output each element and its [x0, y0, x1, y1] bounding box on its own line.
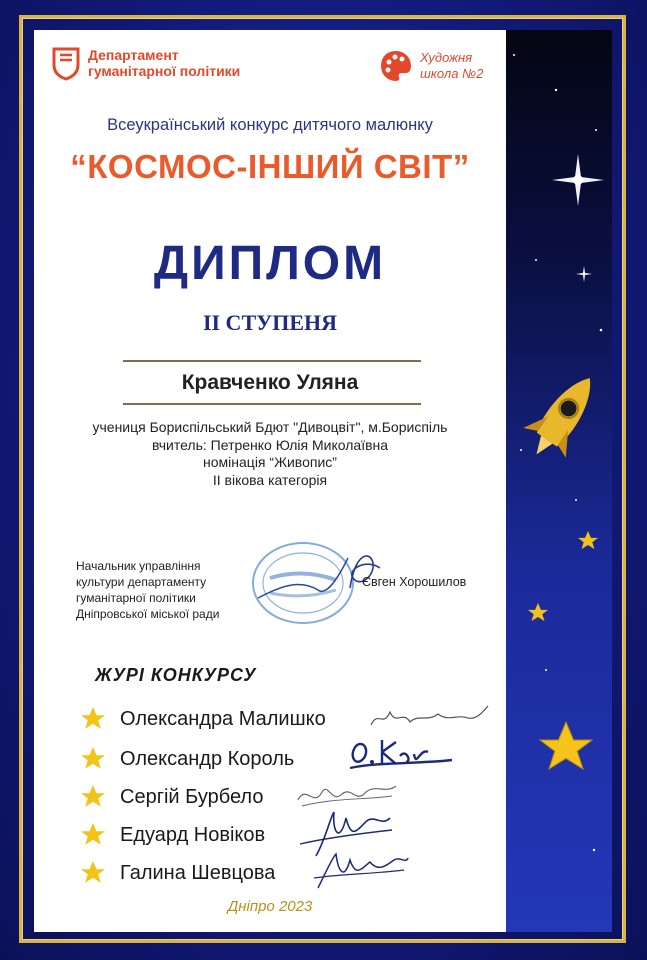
- position-line: Дніпровської міської ради: [76, 607, 220, 621]
- jury-member-name: Сергій Бурбело: [120, 785, 264, 808]
- contest-theme: “КОСМОС-ІНШИЙ СВІТ”: [70, 148, 470, 185]
- diploma-title: ДИПЛОМ: [153, 237, 387, 290]
- jury-member-name: Галина Шевцова: [120, 861, 276, 884]
- rocket-icon: [515, 363, 611, 469]
- jury-signature: [368, 700, 493, 732]
- info-nomination: номінація “Живопис”: [203, 454, 337, 470]
- dept-name-line1: Департамент: [88, 47, 179, 63]
- star-icon: [80, 706, 106, 732]
- official-stamp: [248, 538, 358, 628]
- info-school: учениця Бориспільський Бдют "Дивоцвіт", м.Бориспіль: [92, 419, 448, 435]
- position-line: Начальник управління: [76, 559, 201, 573]
- jury-member: [80, 706, 326, 732]
- signatory-position: [76, 558, 219, 622]
- jury-member-name: Олександр Король: [120, 747, 295, 770]
- jury-member: [80, 822, 265, 848]
- jury-member: [80, 860, 275, 886]
- divider-bottom: [123, 403, 421, 405]
- jury-title: ЖУРІ КОНКУРСУ: [95, 665, 257, 685]
- jury-member: [80, 746, 294, 772]
- recipient-name: Кравченко Уляна: [181, 371, 359, 394]
- jury-member: [80, 784, 263, 810]
- jury-member-name: Олександра Малишко: [120, 707, 326, 730]
- diploma-degree: II СТУПЕНЯ: [202, 310, 338, 335]
- palette-icon: [378, 48, 414, 84]
- space-decoration: [506, 30, 612, 932]
- info-category: II вікова категорія: [212, 471, 328, 488]
- school-logo: [378, 48, 483, 84]
- city-year: Дніпро 2023: [227, 898, 313, 915]
- school-name-line1: Художня: [420, 50, 473, 65]
- star-icon: [80, 746, 106, 772]
- jury-signature: [348, 734, 458, 774]
- signatory-name: Євген Хорошилов: [362, 575, 467, 589]
- star-icon: [578, 531, 598, 549]
- position-line: культури департаменту: [76, 575, 207, 589]
- space-panel: [506, 30, 612, 932]
- sparkle-star-icon: [552, 154, 604, 206]
- position-line: гуманітарної політики: [76, 591, 196, 605]
- jury-signature: [312, 848, 412, 894]
- star-icon: [528, 603, 548, 621]
- shield-logo-icon: [50, 45, 82, 81]
- department-logo: [50, 45, 240, 81]
- star-icon: [540, 722, 592, 769]
- star-icon: [80, 784, 106, 810]
- school-name-line2: школа №2: [420, 66, 484, 81]
- star-icon: [80, 860, 106, 886]
- info-teacher: вчитель: Петренко Юлія Миколаївна: [151, 436, 389, 453]
- head-signature: [345, 548, 385, 598]
- star-icon: [80, 822, 106, 848]
- recipient-info: [34, 419, 506, 489]
- divider-top: [123, 360, 421, 362]
- dept-name-line2: гуманітарної політики: [88, 63, 241, 79]
- contest-title: Всеукраїнський конкурс дитячого малюнку: [107, 116, 433, 134]
- jury-member-name: Едуард Новіков: [120, 823, 266, 846]
